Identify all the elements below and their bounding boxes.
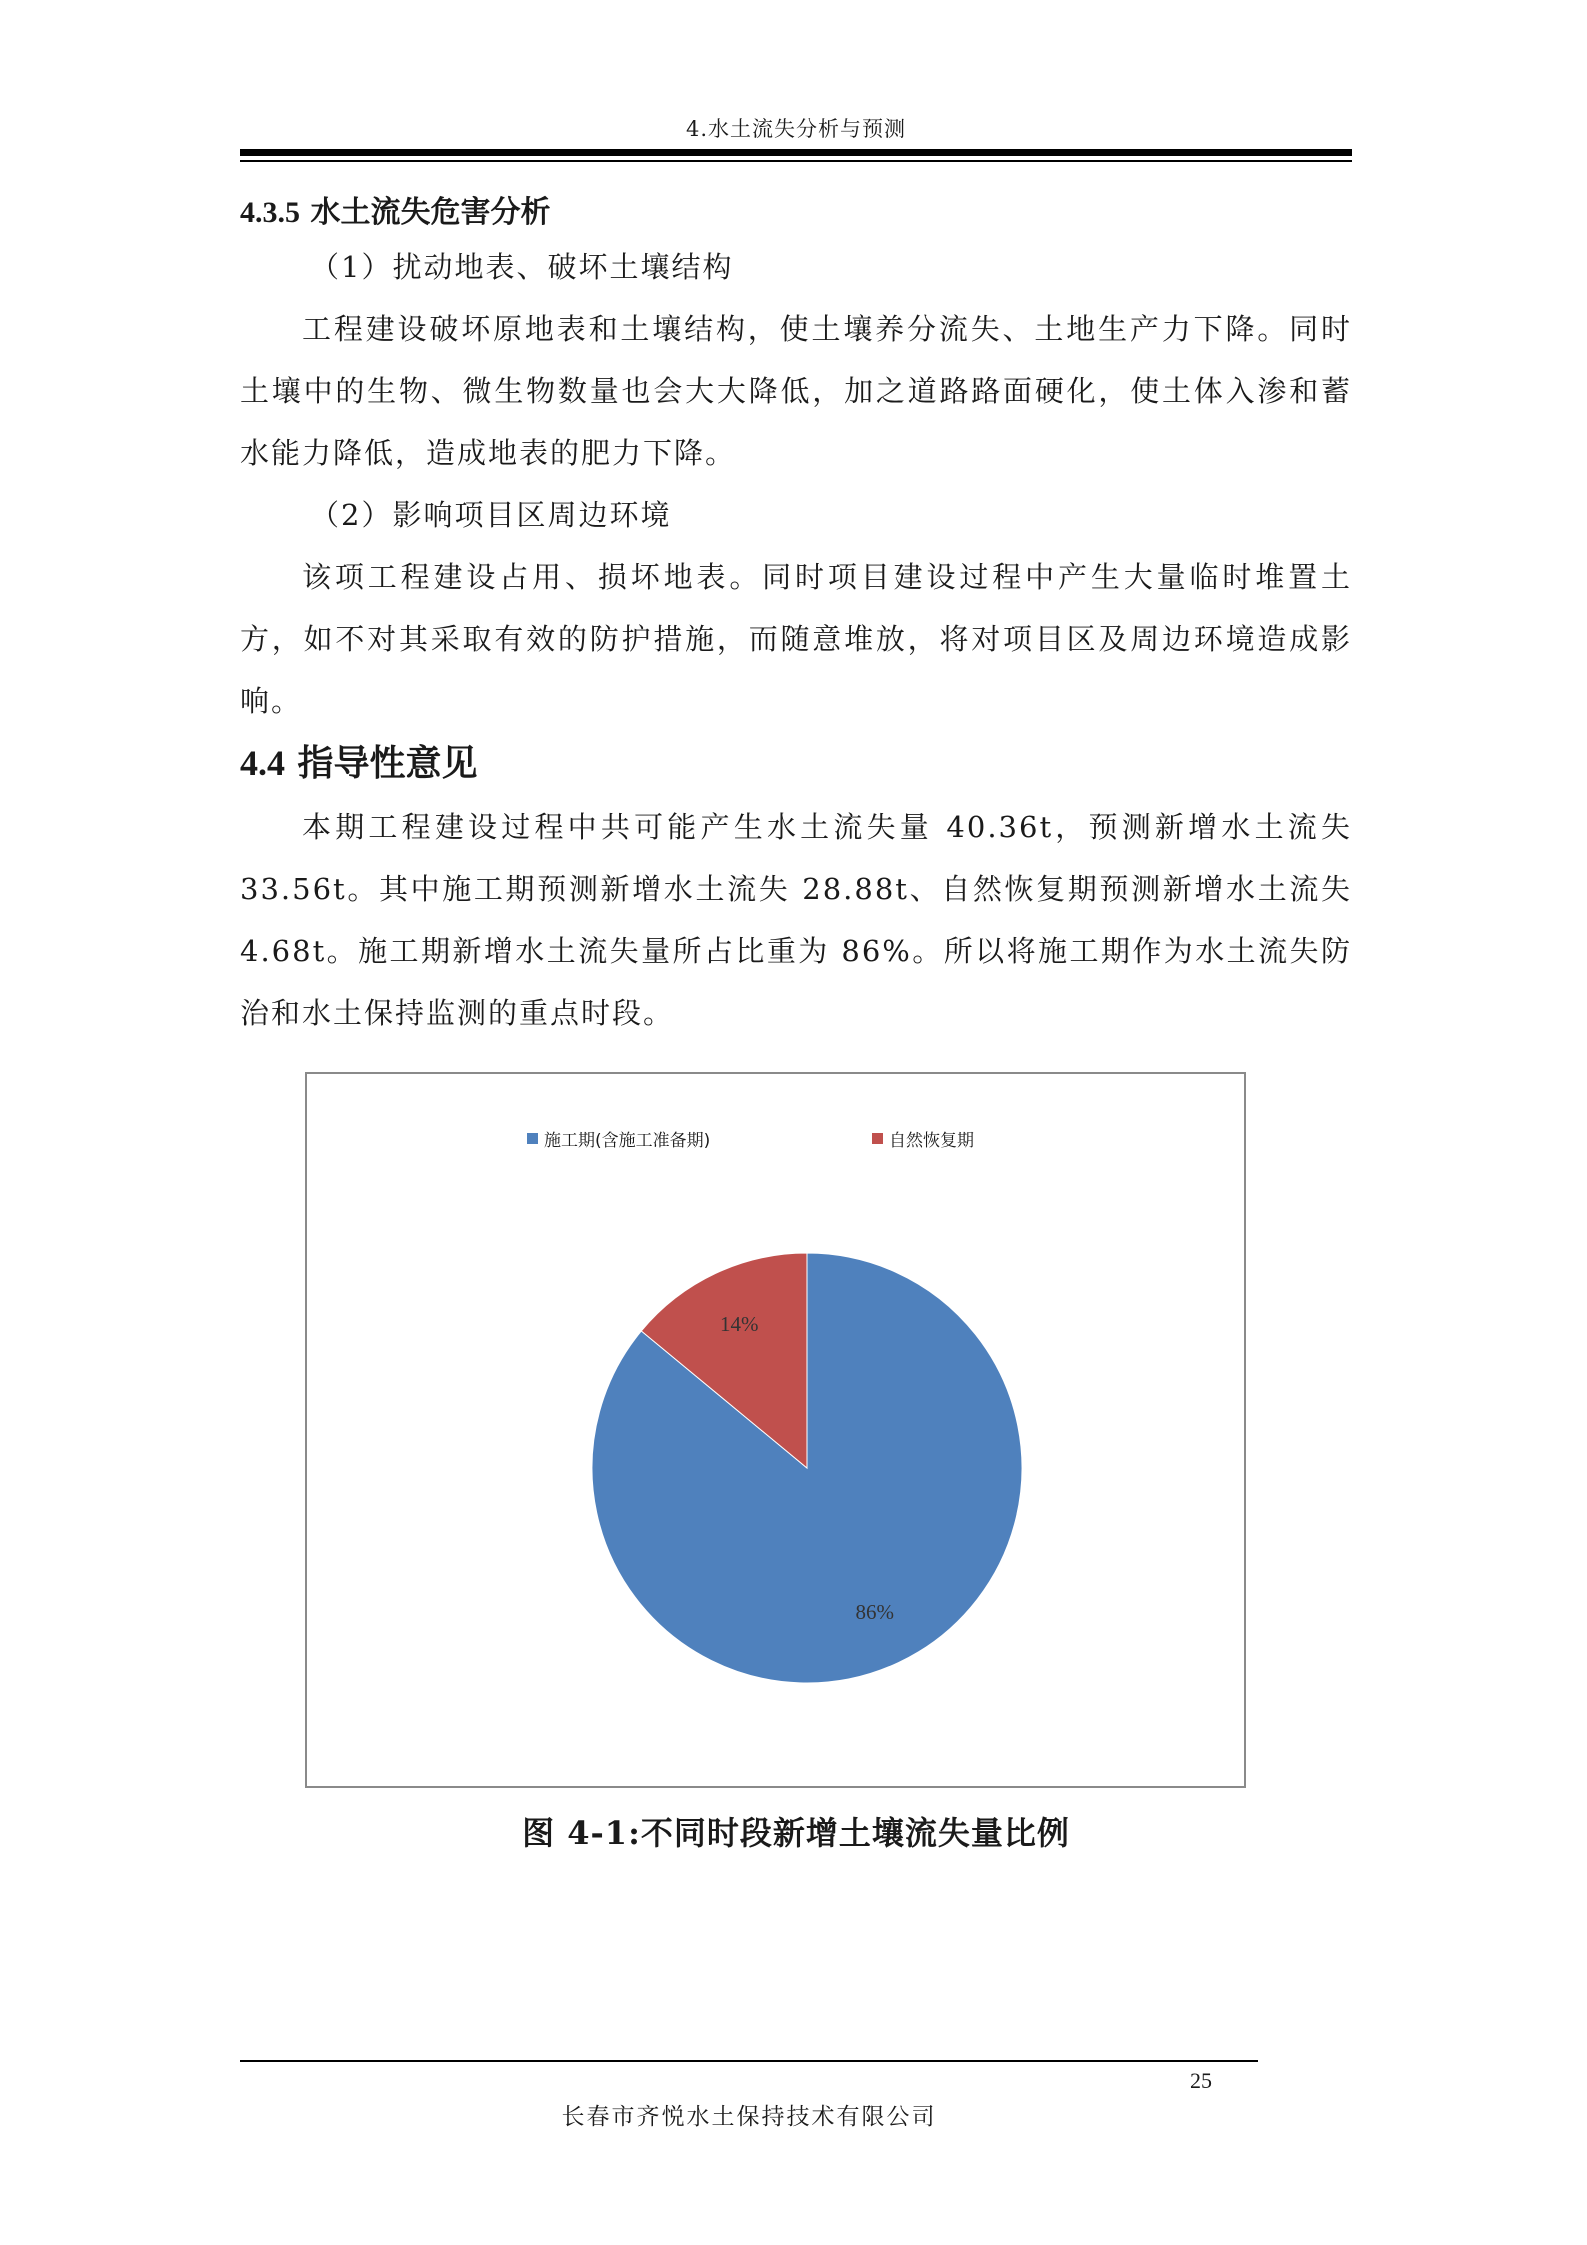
paragraph-2: 该项工程建设占用、损坏地表。同时项目建设过程中产生大量临时堆置土方，如不对其采取有效的防护措施，而随意堆放，将对项目区及周边环境造成影响。: [240, 560, 1352, 718]
pie-chart-frame: [305, 1072, 1246, 1788]
footer-company: 长春市齐悦水土保持技术有限公司: [561, 2104, 937, 2130]
pie-data-label-0: 86%: [855, 1599, 894, 1624]
pie-chart: [307, 1074, 1244, 1786]
figure-caption: 图 4-1:不同时段新增土壤流失量比例: [522, 1814, 1070, 1852]
page-number: 25: [1190, 2068, 1212, 2093]
section-heading-4-4: [240, 736, 1352, 790]
pie-data-label-1: 14%: [720, 1312, 759, 1337]
paragraph-3: 本期工程建设过程中共可能产生水土流失量 40.36t，预测新增水土流失 33.56t。其中施工期预测新增水土流失 28.88t、自然恢复期预测新增水土流失 4.68t。施工期新增水土流失量所占比重为 86%。所以将施工期作为水土流失防治和水土保持监测的重点时段。: [240, 810, 1352, 1030]
header-rule-thin: [240, 160, 1352, 162]
footer-rule: [240, 2060, 1258, 2062]
header-rule-thick: [240, 149, 1352, 156]
section-title: 指导性意见: [297, 742, 478, 784]
subheading-1: （1）扰动地表、破坏土壤结构: [310, 250, 734, 284]
section-number: 4.4: [240, 743, 285, 783]
section-title: 水土流失危害分析: [310, 195, 551, 230]
subheading-2: （2）影响项目区周边环境: [310, 498, 672, 532]
legend-label: 自然恢复期: [889, 1131, 974, 1151]
paragraph-1: 工程建设破坏原地表和土壤结构，使土壤养分流失、土地生产力下降。同时土壤中的生物、微生物数量也会大大降低，加之道路路面硬化，使土体入渗和蓄水能力降低，造成地表的肥力下降。: [240, 312, 1352, 470]
running-header: 4.水土流失分析与预测: [685, 117, 907, 141]
legend-label: 施工期(含施工准备期): [544, 1131, 711, 1151]
page-body: [240, 190, 1352, 1044]
section-heading-4-3-5: [240, 190, 1352, 236]
section-number: 4.3.5: [240, 196, 300, 229]
